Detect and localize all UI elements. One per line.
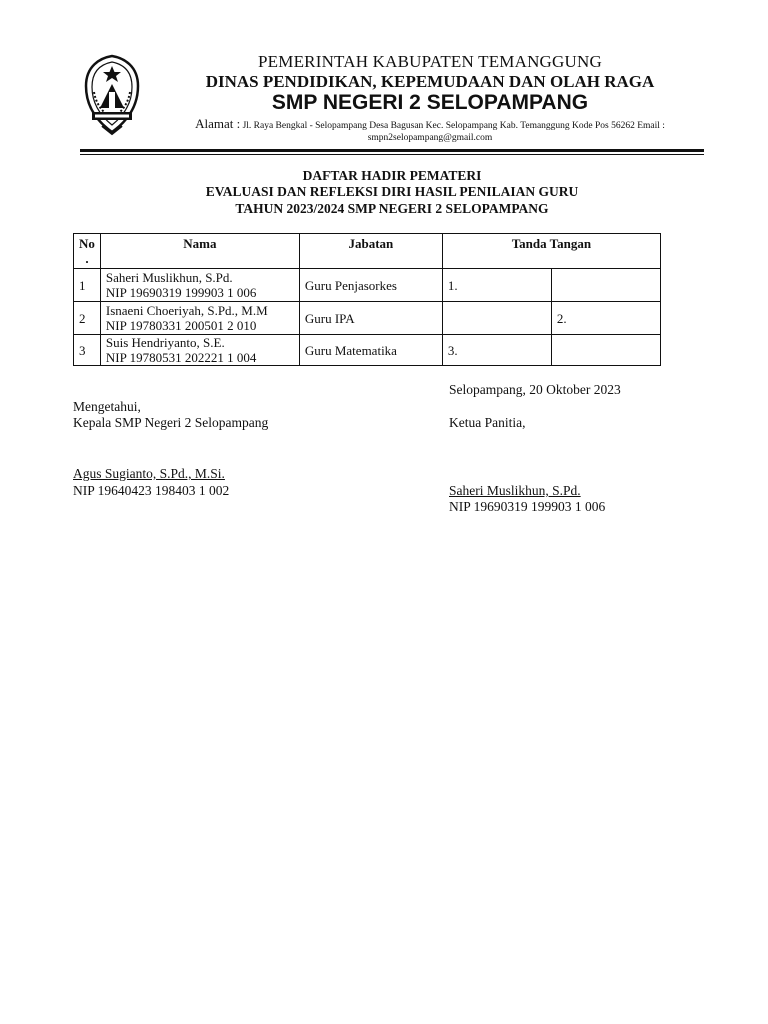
row-name: Saheri Muslikhun, S.Pd. <box>105 270 233 285</box>
table-header-row <box>74 234 661 269</box>
row-signature-right <box>551 335 660 366</box>
letterhead-divider-thin <box>80 154 704 155</box>
row-name: Isnaeni Choeriyah, S.Pd., M.M <box>105 303 268 318</box>
row-name: Suis Hendriyanto, S.E. <box>105 335 225 350</box>
government-name: PEMERINTAH KABUPATEN TEMANGGUNG <box>258 52 602 71</box>
row-name-cell <box>100 335 299 366</box>
header-signature: Tanda Tangan <box>442 234 660 269</box>
department-name: DINAS PENDIDIKAN, KEPEMUDAAN DAN OLAH RAGA <box>205 72 655 91</box>
row-signature-left <box>442 302 551 335</box>
school-email[interactable]: smpn2selopampang@gmail.com <box>367 133 493 143</box>
row-name-cell <box>100 302 299 335</box>
school-address <box>150 118 710 144</box>
chair-role: Ketua Panitia, <box>449 415 526 430</box>
row-signature-right: 2. <box>551 302 660 335</box>
principal-name: Agus Sugianto, S.Pd., M.Si. <box>73 466 225 481</box>
document-year-line: TAHUN 2023/2024 SMP NEGERI 2 SELOPAMPANG <box>235 201 549 216</box>
row-number: 3 <box>74 335 101 366</box>
row-position: Guru Penjasorkes <box>299 269 442 302</box>
row-signature-left: 1. <box>442 269 551 302</box>
principal-role: Kepala SMP Negeri 2 Selopampang <box>73 415 269 430</box>
row-number: 1 <box>74 269 101 302</box>
place-date: Selopampang, 20 Oktober 2023 <box>449 382 621 397</box>
table-row <box>74 302 661 335</box>
letterhead-divider-thick <box>80 149 704 152</box>
header-position: Jabatan <box>299 234 442 269</box>
row-nip: NIP 19780331 200501 2 010 <box>105 318 257 333</box>
row-position: Guru Matematika <box>299 335 442 366</box>
address-label: Alamat : <box>195 116 241 131</box>
chair-nip: NIP 19690319 199903 1 006 <box>449 499 606 514</box>
school-name: SMP NEGERI 2 SELOPAMPANG <box>271 91 589 114</box>
document-title: DAFTAR HADIR PEMATERI <box>302 168 482 183</box>
chair-name: Saheri Muslikhun, S.Pd. <box>449 483 581 498</box>
address-text: Jl. Raya Bengkal - Selopampang Desa Bagusan Kec. Selopampang Kab. Temanggung Kode Pos 56262 Email : <box>242 121 665 131</box>
principal-nip: NIP 19640423 198403 1 002 <box>73 483 230 498</box>
row-signature-right <box>551 269 660 302</box>
attendance-table <box>73 233 661 366</box>
acknowledged-label: Mengetahui, <box>73 399 141 414</box>
table-row <box>74 335 661 366</box>
row-number: 2 <box>74 302 101 335</box>
row-name-cell <box>100 269 299 302</box>
header-no: No . <box>74 234 101 269</box>
row-nip: NIP 19690319 199903 1 006 <box>105 285 257 300</box>
row-position: Guru IPA <box>299 302 442 335</box>
row-nip: NIP 19780531 202221 1 004 <box>105 350 257 365</box>
header-name: Nama <box>100 234 299 269</box>
document-subtitle: EVALUASI DAN REFLEKSI DIRI HASIL PENILAIAN GURU <box>205 184 579 199</box>
temanggung-regency-crest-icon <box>80 52 144 144</box>
row-signature-left: 3. <box>442 335 551 366</box>
table-row <box>74 269 661 302</box>
